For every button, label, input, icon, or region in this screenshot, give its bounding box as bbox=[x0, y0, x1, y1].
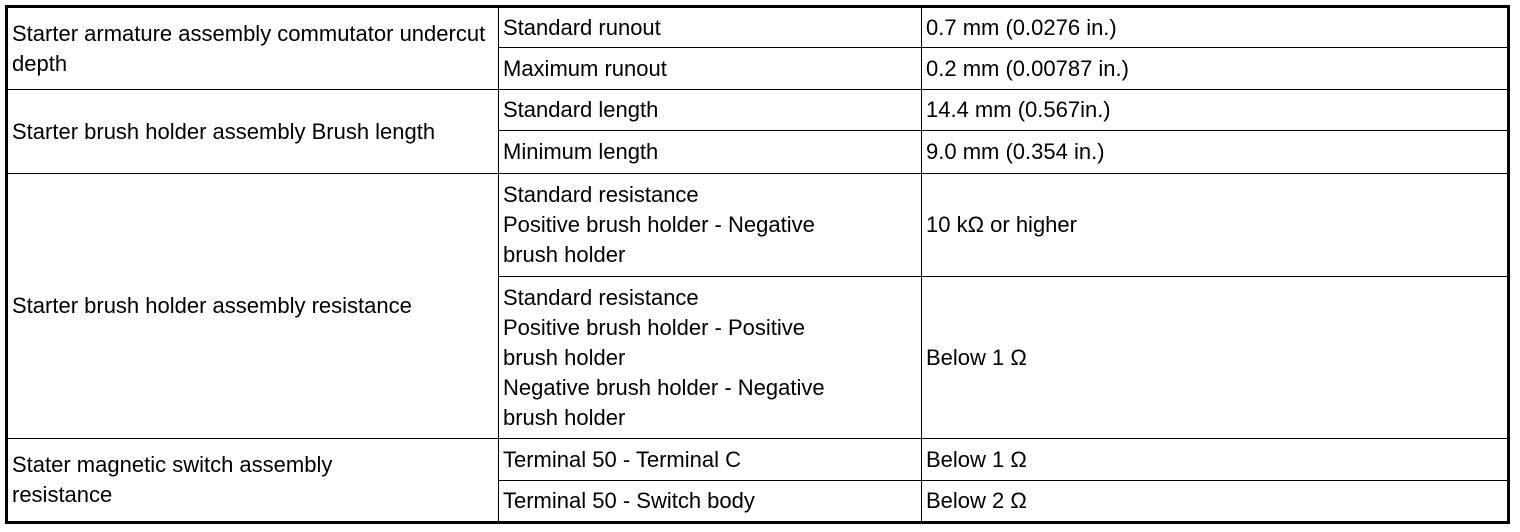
condition-cell: Maximum runout bbox=[499, 48, 922, 90]
table-row bbox=[7, 7, 1509, 48]
item-cell: Starter brush holder assembly resistance bbox=[7, 174, 499, 439]
item-cell: Starter armature assembly commutator undercut depth bbox=[7, 7, 499, 90]
item-cell: Stater magnetic switch assembly resistance bbox=[7, 439, 499, 523]
table-row bbox=[7, 90, 1509, 131]
condition-cell: Terminal 50 - Terminal C bbox=[499, 439, 922, 481]
value-cell: Below 1 Ω bbox=[922, 277, 1509, 439]
value-cell: 0.7 mm (0.0276 in.) bbox=[922, 7, 1509, 48]
item-cell: Starter brush holder assembly Brush length bbox=[7, 90, 499, 174]
condition-cell: Minimum length bbox=[499, 131, 922, 174]
table-row bbox=[7, 439, 1509, 481]
spec-table bbox=[5, 5, 1510, 524]
value-cell: 9.0 mm (0.354 in.) bbox=[922, 131, 1509, 174]
value-cell: Below 1 Ω bbox=[922, 439, 1509, 481]
condition-cell: Terminal 50 - Switch body bbox=[499, 481, 922, 523]
value-cell: 14.4 mm (0.567in.) bbox=[922, 90, 1509, 131]
condition-cell: Standard runout bbox=[499, 7, 922, 48]
table-row bbox=[7, 174, 1509, 277]
value-cell: 0.2 mm (0.00787 in.) bbox=[922, 48, 1509, 90]
condition-cell: Standard resistance Positive brush holder - Negative brush holder bbox=[499, 174, 922, 277]
condition-cell: Standard resistance Positive brush holder - Positive brush holder Negative brush holder - Negative brush holder bbox=[499, 277, 922, 439]
value-cell: Below 2 Ω bbox=[922, 481, 1509, 523]
condition-cell: Standard length bbox=[499, 90, 922, 131]
value-cell: 10 kΩ or higher bbox=[922, 174, 1509, 277]
